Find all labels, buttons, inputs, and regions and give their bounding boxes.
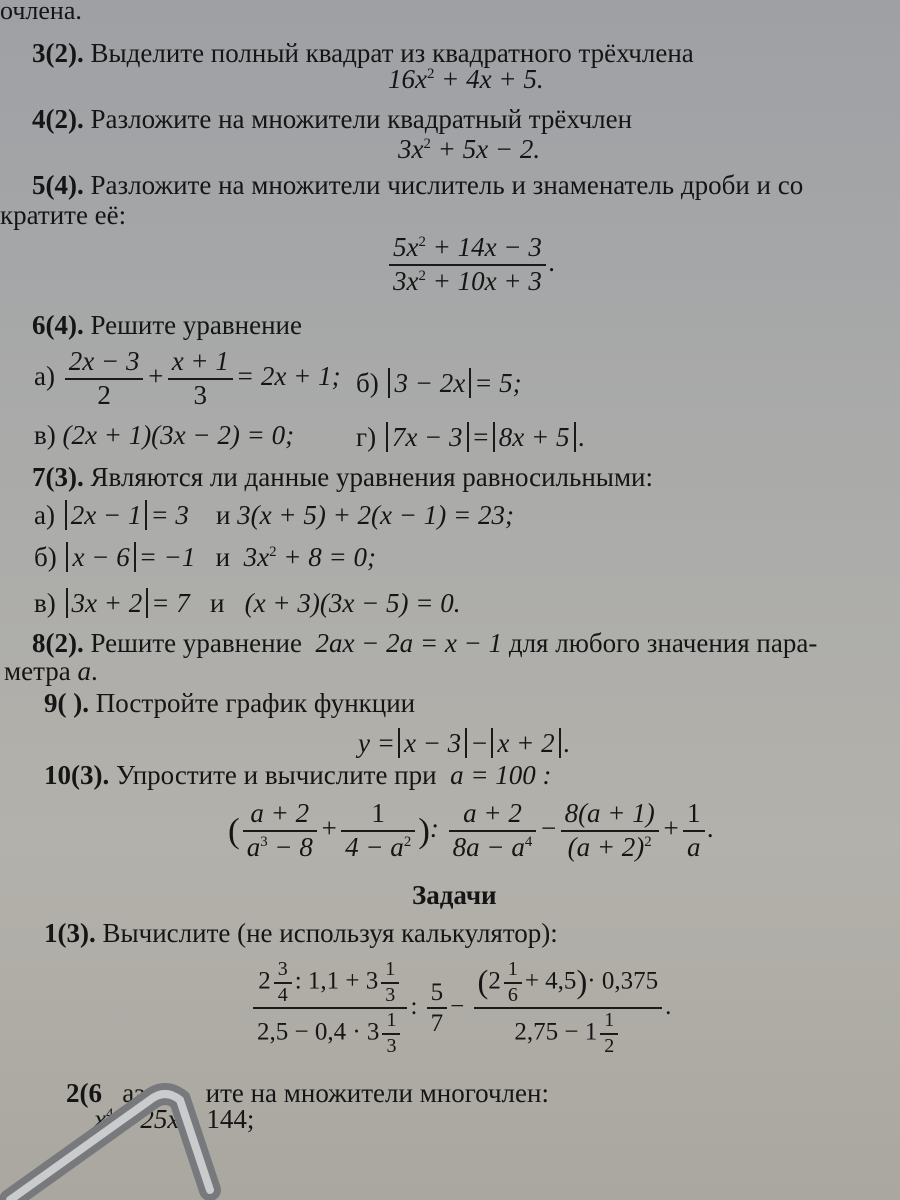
problem-2-text-fragment: азло [122, 1078, 172, 1108]
task-6b-equation: б) 3 − 2x = 5; [356, 368, 522, 398]
task-7-text: Являются ли данные уравнения равносильными: [90, 462, 653, 492]
task-3-statement [32, 38, 694, 69]
task-5-text-continued: кратите её: [0, 200, 127, 230]
conjunction-and: и [215, 542, 231, 572]
metal-clip-obstruction [0, 1030, 300, 1200]
task-10-statement [44, 760, 552, 791]
task-4-statement [32, 104, 632, 135]
task-9-function: y = x − 3 − x + 2 . [358, 728, 571, 758]
task-10-text: Упростите и вычислите при [115, 760, 437, 790]
task-8-statement [32, 628, 817, 659]
label-v: в) [34, 588, 56, 618]
label-g: г) [356, 422, 377, 452]
task-6a-equation: а) $\frac{2x - 3}{2}$ + $\frac{x + 1}{3}$ = 2x + 1; [34, 346, 341, 410]
task-6v-equation: в) (2x + 1)(3x − 2) = 0; [34, 420, 295, 450]
task-10-expression: ( $\frac{a + 2}{a^3 - 8}$ + $\frac{1}{4 - a^2}$ ): $\frac{a + 2}{8a - a^4}$ − $\frac{8(a + 1)}{(a + 2)^2}$ + $\frac{1}{a}$ . [228, 798, 715, 862]
task-8-number: 8(2). [32, 628, 84, 658]
problem-1-expression: 2 $\frac{3}{4}$ : 1,1 + 3 $\frac{1}{3}$ 2,5 − 0,4 · 3 $\frac{1}{3}$ : $\frac{5}{7}$ − (2 $\frac{1}{6}$ + 4,5)· 0,375 2,75 − 1 $\frac{1}{2}$ . [250, 958, 671, 1058]
task-3-text: Выделите полный квадрат из квадратного трёхчлена [90, 38, 694, 68]
task-7a-pair: а) 2x − 1 = 3 и 3(x + 5) + 2(x − 1) = 23; [34, 500, 514, 530]
task-5-fraction: $\frac{5x^2 + 14x - 3}{3x^2 + 10x + 3}$ . [386, 232, 556, 298]
top-fragment: очлена. [0, 0, 82, 25]
task-8-text-continued: метра a. [4, 656, 98, 686]
task-5-number: 5(4). [32, 170, 84, 200]
task-9-statement [44, 688, 415, 719]
label-b: б) [356, 368, 379, 398]
problem-1-number: 1(3). [44, 918, 96, 948]
label-v: в) [34, 420, 56, 450]
label-a: а) [34, 361, 55, 392]
conjunction-and: и [209, 588, 225, 618]
task-8-text: Решите уравнение [90, 628, 302, 658]
label-a: а) [34, 500, 55, 530]
problem-1-text: Вычислите (не используя калькулятор): [102, 918, 558, 948]
task-3-formula: $16x^2 + 4x + 5$. [388, 64, 544, 94]
task-7b-pair: б) x − 6 = −1 и $3x^2 + 8 = 0$; [34, 542, 376, 572]
problem-2-number: 2(6 [66, 1078, 102, 1108]
task-6-text: Решите уравнение [90, 310, 302, 340]
task-7-statement [32, 462, 653, 493]
task-6-statement [32, 310, 302, 341]
problem-2-text: ите на множители многочлен: [205, 1078, 549, 1108]
section-title-problems: Задачи [412, 880, 497, 910]
task-5-statement [32, 170, 803, 201]
task-9-text: Постройте график функции [95, 688, 416, 718]
task-10-number: 10(3). [44, 760, 110, 790]
label-b: б) [34, 542, 57, 572]
task-9-number: 9( ). [44, 688, 89, 718]
task-8-text-mid: для любого значения пара- [508, 628, 818, 658]
task-4-formula: $3x^2 + 5x - 2$. [398, 134, 541, 164]
task-7-number: 7(3). [32, 462, 84, 492]
task-5-text: Разложите на множители числитель и знаменатель дроби и со [90, 170, 804, 200]
task-10-condition: a = 100 : [443, 760, 552, 790]
problem-1-statement [44, 918, 558, 949]
task-4-number: 4(2). [32, 104, 84, 134]
task-4-text: Разложите на множители квадратный трёхчлен [90, 104, 633, 134]
task-6-number: 6(4). [32, 310, 84, 340]
problem-2-formula: $x^4 - 25x$ 144; [94, 1104, 255, 1134]
task-8-formula: 2ax − 2a = x − 1 [308, 628, 503, 658]
task-7v-pair: в) 3x + 2 = 7 и (x + 3)(3x − 5) = 0. [34, 588, 461, 618]
task-6g-equation: г) 7x − 3 = 8x + 5 . [356, 422, 586, 452]
task-3-number: 3(2). [32, 38, 84, 68]
conjunction-and: и [215, 500, 231, 530]
